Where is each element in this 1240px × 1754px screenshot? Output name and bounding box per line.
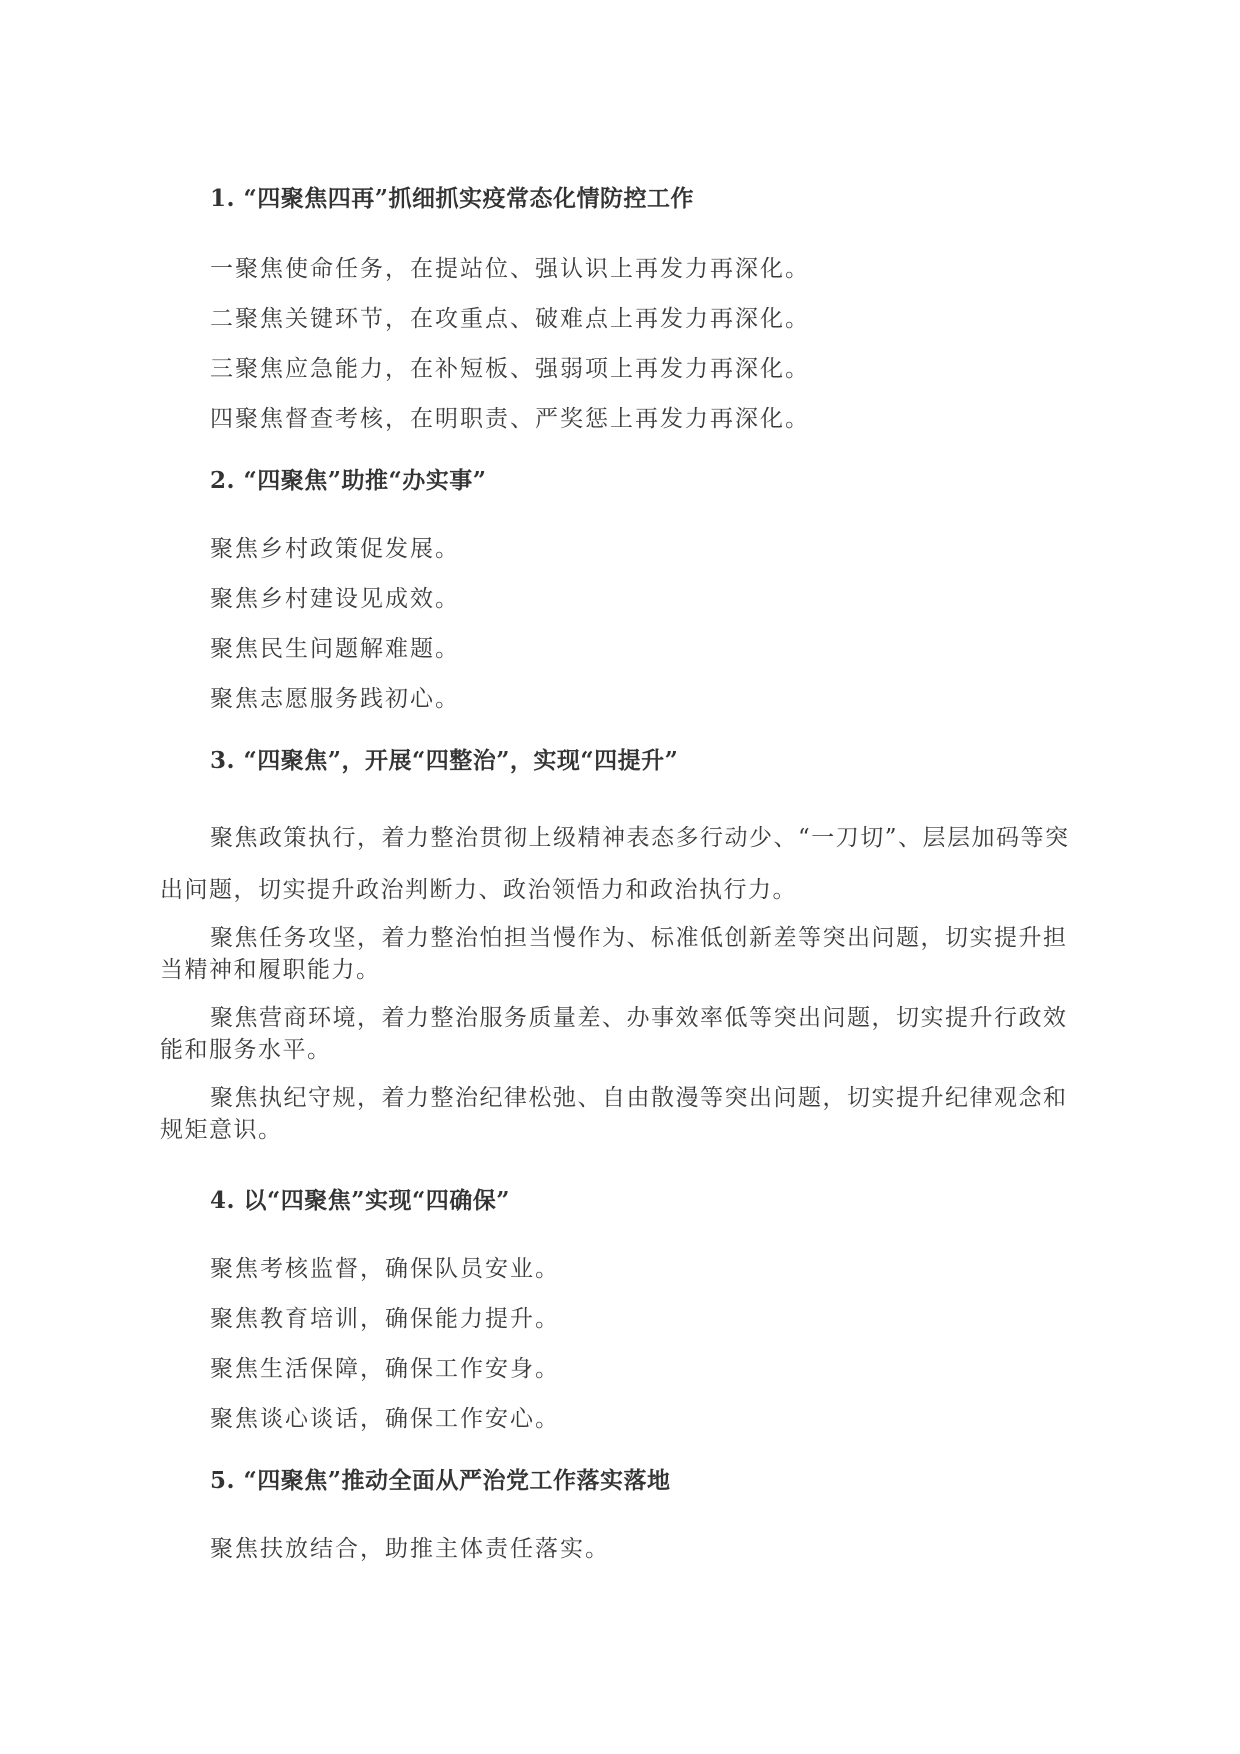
section-1-line-4: 四聚焦督查考核，在明职责、严奖惩上再发力再深化。 xyxy=(210,406,810,432)
section-4-line-3: 聚焦生活保障，确保工作安身。 xyxy=(210,1356,560,1382)
section-2-line-3: 聚焦民生问题解难题。 xyxy=(210,636,460,662)
section-4-line-4: 聚焦谈心谈话，确保工作安心。 xyxy=(210,1406,560,1432)
section-heading-5: 5. “四聚焦”推动全面从严治党工作落实落地 xyxy=(210,1467,671,1494)
section-4-line-1: 聚焦考核监督，确保队员安业。 xyxy=(210,1256,560,1282)
section-2-line-2: 聚焦乡村建设见成效。 xyxy=(210,586,460,612)
section-4-line-2: 聚焦教育培训，确保能力提升。 xyxy=(210,1306,560,1332)
section-heading-2: 2. “四聚焦”助推“办实事” xyxy=(210,467,487,494)
section-3-paragraph-2: 聚焦任务攻坚，着力整治怕担当慢作为、标准低创新差等突出问题，切实提升担当精神和履职能力。 xyxy=(160,925,1068,983)
section-heading-1: 1. “四聚焦四再”抓细抓实疫常态化情防控工作 xyxy=(210,185,694,212)
section-1-line-3: 三聚焦应急能力，在补短板、强弱项上再发力再深化。 xyxy=(210,356,810,382)
section-3-paragraph-4: 聚焦执纪守规，着力整治纪律松弛、自由散漫等突出问题，切实提升纪律观念和规矩意识。 xyxy=(160,1085,1068,1143)
section-2-line-4: 聚焦志愿服务践初心。 xyxy=(210,686,460,712)
section-2-line-1: 聚焦乡村政策促发展。 xyxy=(210,536,460,562)
section-3-paragraph-3: 聚焦营商环境，着力整治服务质量差、办事效率低等突出问题，切实提升行政效能和服务水平。 xyxy=(160,1005,1068,1063)
section-3-paragraph-1: 聚焦政策执行，着力整治贯彻上级精神表态多行动少、“一刀切”、层层加码等突出问题，切实提升政治判断力、政治领悟力和政治执行力。 xyxy=(160,825,1070,903)
section-heading-3: 3. “四聚焦”，开展“四整治”，实现“四提升” xyxy=(210,747,679,774)
section-5-line-1: 聚焦扶放结合，助推主体责任落实。 xyxy=(210,1536,610,1562)
section-1-line-2: 二聚焦关键环节，在攻重点、破难点上再发力再深化。 xyxy=(210,306,810,332)
section-1-line-1: 一聚焦使命任务，在提站位、强认识上再发力再深化。 xyxy=(210,256,810,282)
section-heading-4: 4. 以“四聚焦”实现“四确保” xyxy=(210,1187,510,1214)
